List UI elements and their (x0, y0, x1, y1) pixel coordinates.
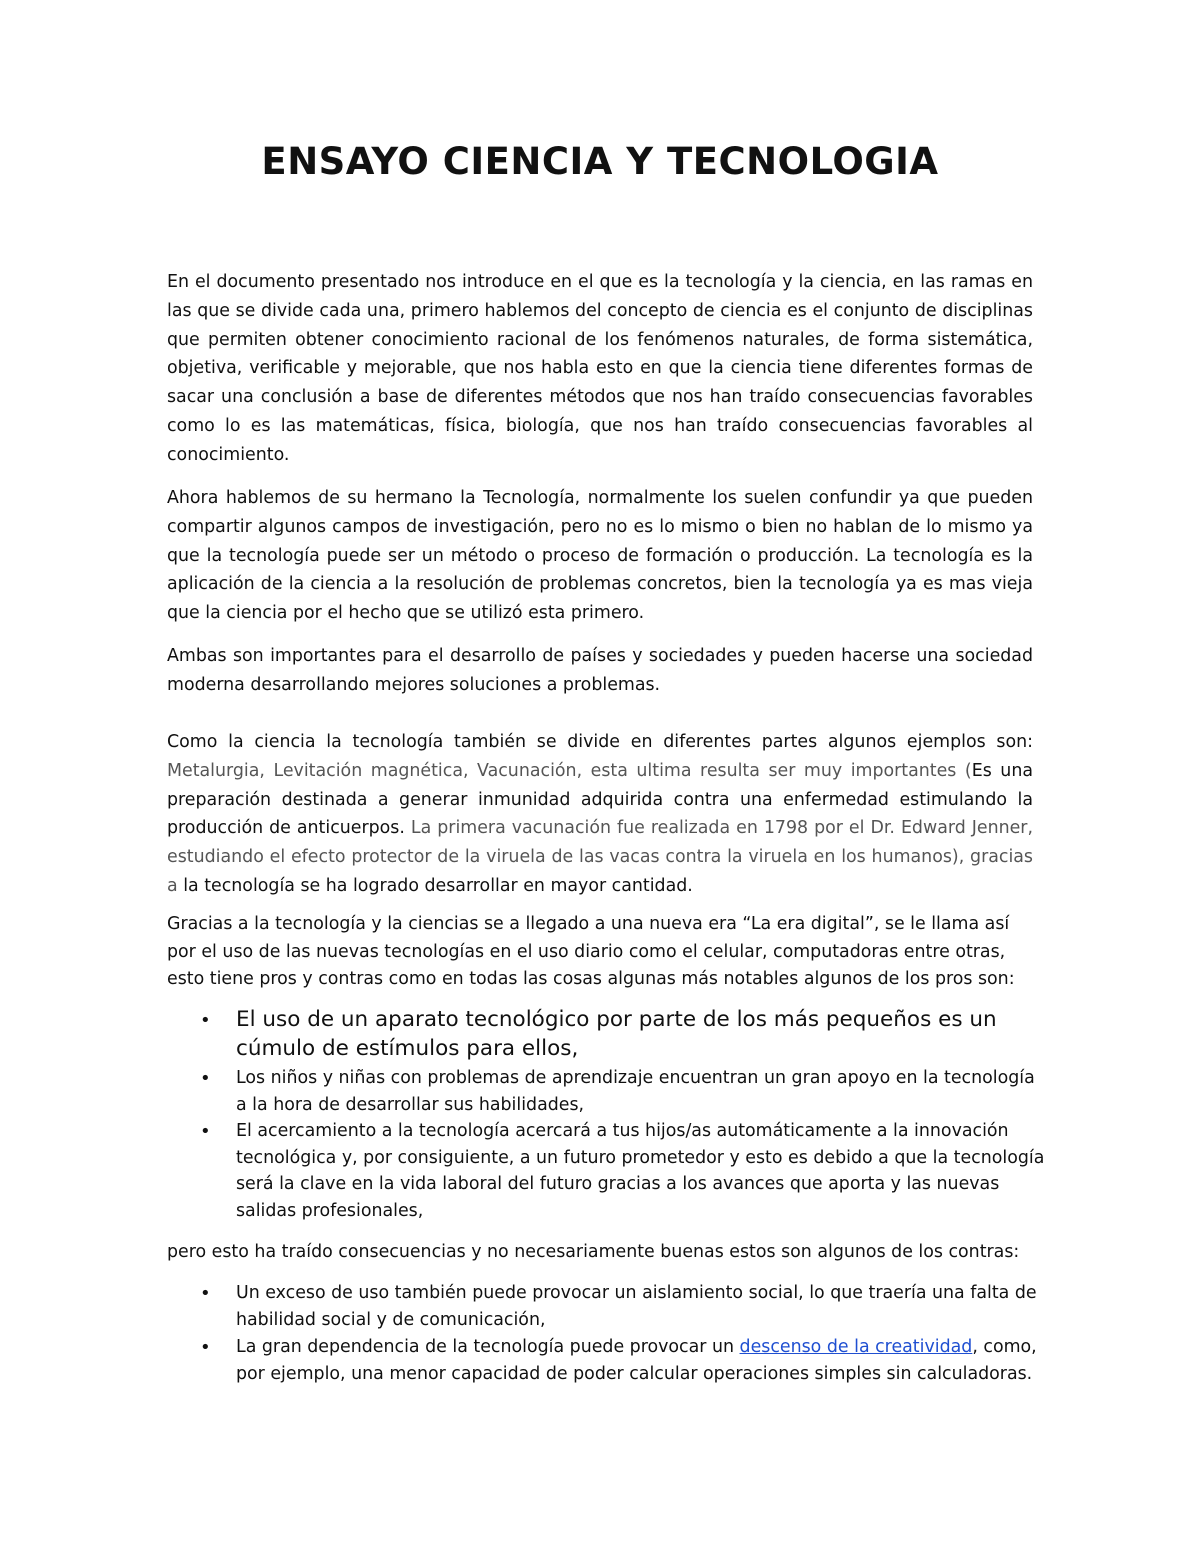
paragraph-importance (167, 642, 1033, 700)
bullet-icon: • (200, 1337, 211, 1358)
list-item (167, 1334, 1047, 1388)
pros-item-text: Los niños y niñas con problemas de aprendizaje encuentran un gran apoyo en la tecnología a la hora de desarrollar sus habilidades, (236, 1068, 1035, 1115)
cons-item-text (236, 1337, 1037, 1384)
list-item (167, 1280, 1047, 1334)
paragraph-technology (167, 484, 1033, 628)
bullet-icon: • (200, 1121, 211, 1142)
list-item (167, 1118, 1047, 1224)
creativity-link[interactable]: descenso de la creatividad (739, 1337, 973, 1357)
examples-intro: Como la ciencia la tecnología también se divide en diferentes partes algunos ejemplos son: (167, 732, 1033, 752)
document-title: ENSAYO CIENCIA Y TECNOLOGIA (261, 140, 939, 183)
pros-item-text: El acercamiento a la tecnología acercará a tus hijos/as automáticamente a la innovación tecnológica y, por consiguiente, a un futuro prometedor y esto es debido a que la tecnología será la clave en la vida laboral del futuro gracias a los avances que aporta y las nuevas salidas profesionales, (236, 1121, 1045, 1221)
paragraph-examples-text (167, 728, 1033, 901)
cons-item-before-link: La gran dependencia de la tecnología puede provocar un (236, 1337, 740, 1357)
paragraph-cons-intro (167, 1239, 1033, 1267)
list-item (167, 1065, 1047, 1118)
cons-item-text: Un exceso de uso también puede provocar un aislamiento social, lo que traería una falta de habilidad social y de comunicación, (236, 1283, 1037, 1330)
paragraph-importance-text: Ambas son importantes para el desarrollo de países y sociedades y pueden hacerse una sociedad moderna desarrollando mejores soluciones a problemas. (167, 646, 1033, 695)
examples-conclusion: la tecnología se ha logrado desarrollar en mayor cantidad. (183, 875, 693, 896)
vaccine-history: La primera vacunación fue realizada en 1798 por el Dr. Edward Jenner, estudiando el efecto protector de la viruela de las vacas contra la viruela en los humanos), gracias a (167, 818, 1033, 896)
paragraph-cons-intro-text: pero esto ha traído consecuencias y no necesariamente buenas estos son algunos de los contras: (167, 1242, 1020, 1262)
list-item (167, 1005, 1047, 1063)
paragraph-intro-text: En el documento presentado nos introduce en el que es la tecnología y la ciencia, en las ramas en las que se divide cada una, primero hablemos del concepto de ciencia es el conjunto de disciplinas que permiten obtener conocimiento racional de los fenómenos naturales, de forma sistemática, objetiva, verificable y mejorable, que nos habla esto en que la ciencia tiene diferentes formas de sacar una conclusión a base de diferentes métodos que nos han traído consecuencias favorables como lo es las matemáticas, física, biología, que nos han traído consecuencias favorables al conocimiento. (167, 272, 1033, 465)
examples-list: Metalurgia, Levitación magnética, Vacunación, esta ultima resulta ser muy importantes ( (167, 760, 972, 781)
pros-list (167, 1005, 1047, 1224)
paragraph-intro (167, 268, 1033, 470)
cons-item-after-link: , como, por ejemplo, una menor capacidad de poder calcular operaciones simples sin calculadoras. (236, 1337, 1037, 1384)
paragraph-digital-era (167, 911, 1033, 994)
pros-item-text: El uso de un aparato tecnológico por parte de los más pequeños es un cúmulo de estímulos para ellos, (236, 1007, 997, 1061)
bullet-icon: • (200, 1068, 211, 1089)
bullet-icon: • (200, 1010, 211, 1031)
paragraph-digital-era-text: Gracias a la tecnología y la ciencias se a llegado a una nueva era “La era digital”, se le llama así por el uso de las nuevas tecnologías en el uso diario como el celular, computadoras entre otras, esto tiene pros y contras como en todas las cosas algunas más notables algunos de los pros son: (167, 914, 1015, 989)
bullet-icon: • (200, 1283, 211, 1304)
paragraph-technology-text: Ahora hablemos de su hermano la Tecnología, normalmente los suelen confundir ya que pueden compartir algunos campos de investigación, pero no es lo mismo o bien no hablan de lo mismo ya que la tecnología puede ser un método o proceso de formación o producción. La tecnología es la aplicación de la ciencia a la resolución de problemas concretos, bien la tecnología ya es mas vieja que la ciencia por el hecho que se utilizó esta primero. (167, 488, 1033, 624)
paragraph-examples (167, 728, 1033, 901)
vaccine-definition: Es una preparación destinada a generar inmunidad adquirida contra una enfermedad estimulando la producción de anticuerpos. (167, 760, 1033, 839)
cons-list (167, 1280, 1047, 1388)
